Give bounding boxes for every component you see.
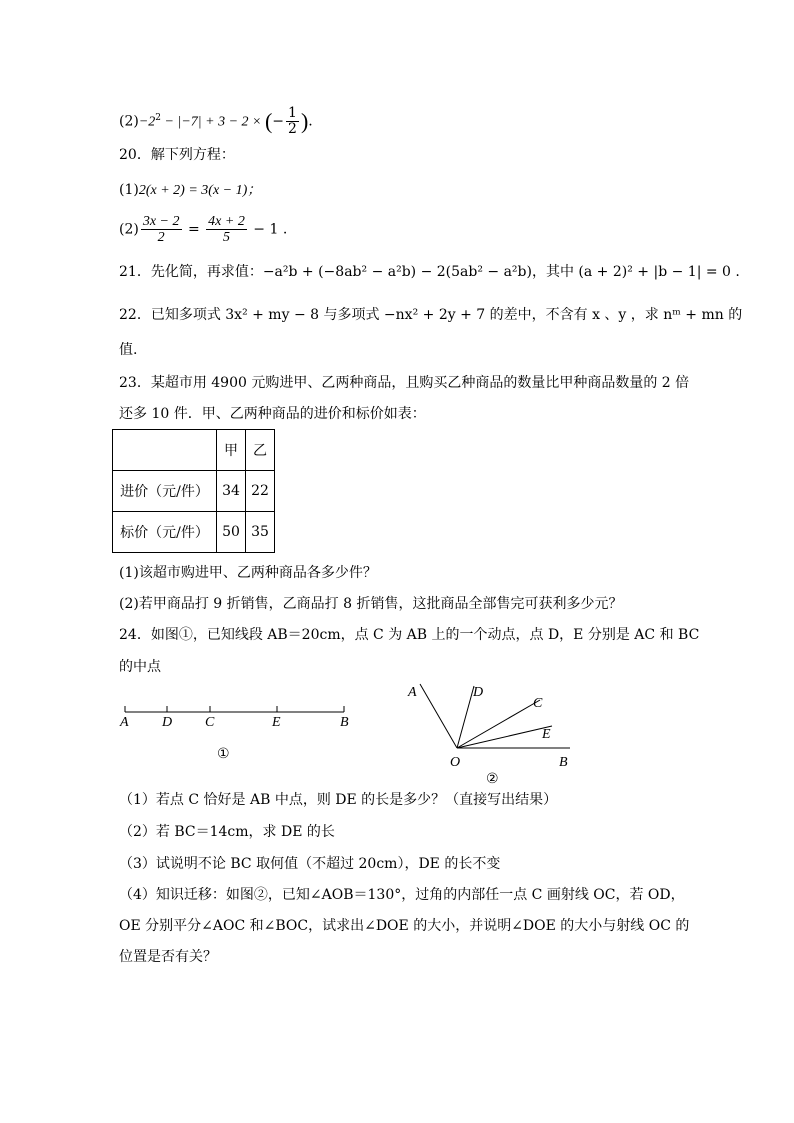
q19-part2: $(2)-2^2 - |-7| + 3 - 2$ × (− $\frac{1}{2}$ ). <box>119 105 313 137</box>
point-label-a2: A <box>408 685 417 700</box>
point-label-b2: B <box>559 755 568 770</box>
q20-title: 20．解下列方程： <box>119 147 235 163</box>
q24-sub4-line1: （4）知识迁移：如图②，已知∠AOB＝130°，过角的内部任一点 C 画射线 OC，若 OD， <box>119 887 685 903</box>
q24-line1: 24．如图①，已知线段 AB＝20cm，点 C 为 AB 上的一个动点，点 D，E 分别是 AC 和 BC <box>119 627 700 643</box>
q24-sub2: （2）若 BC＝14cm，求 DE 的长 <box>119 824 335 840</box>
q23-line1: 23．某超市用 4900 元购进甲、乙两种商品，且购买乙种商品的数量比甲种商品数量的 2 倍 <box>119 375 690 391</box>
q24-sub3: （3）试说明不论 BC 取何值（不超过 20cm），DE 的长不变 <box>119 856 501 872</box>
point-label-e: E <box>272 715 281 730</box>
q22-line2: 值. <box>119 342 138 358</box>
q24-line2: 的中点 <box>119 659 161 675</box>
q24-sub1: （1）若点 C 恰好是 AB 中点，则 DE 的长是多少？（直接写出结果） <box>119 792 558 808</box>
point-label-d2: D <box>473 685 484 700</box>
table-row: 标价（元/件） 50 35 <box>113 512 275 553</box>
point-label-o2: O <box>450 755 461 770</box>
q23-line2: 还多 10 件．甲、乙两种商品的进价和标价如表： <box>119 406 426 422</box>
point-label-b: B <box>340 715 349 730</box>
point-label-d: D <box>162 715 173 730</box>
q23-sub2: (2)若甲商品打 9 折销售，乙商品打 8 折销售，这批商品全部售完可获利多少元？ <box>119 596 623 612</box>
table-row: 进价（元/件） 34 22 <box>113 471 275 512</box>
point-label-c2: C <box>533 696 543 711</box>
figure1-caption: ① <box>217 746 230 762</box>
q24-sub4-line3: 位置是否有关？ <box>119 949 217 965</box>
point-label-a: A <box>120 715 129 730</box>
q23-sub1: (1)该超市购进甲、乙两种商品各多少件？ <box>119 565 377 581</box>
table-header-row: 甲 乙 <box>113 430 275 471</box>
q24-sub4-line2: OE 分别平分∠AOC 和∠BOC，试求出∠DOE 的大小，并说明∠DOE 的大小与射线 OC 的 <box>119 918 690 934</box>
price-table <box>112 429 275 553</box>
q21-text: 21．先化简，再求值：−a²b + (−8ab² − a²b) − 2(5ab² − a²b)，其中 (a + 2)² + |b − 1| = 0 . <box>119 264 740 280</box>
q22-line1: 22．已知多项式 3x² + my − 8 与多项式 −nx² + 2y + 7 的差中，不含有 x 、y ，求 nᵐ + mn 的 <box>119 307 743 323</box>
point-label-e2: E <box>542 727 551 742</box>
angle-figure <box>400 680 575 785</box>
fraction: $\frac{1}{2}$ <box>288 105 297 137</box>
q20-part1: (1)2(x + 2) = 3(x − 1)； <box>119 182 262 198</box>
segment-figure <box>116 680 356 785</box>
figure2-caption: ② <box>486 771 499 785</box>
point-label-c: C <box>205 715 215 730</box>
q20-part2: (2) $\frac{3x - 2}{2}$ = $\frac{4x + 2}{5}$ − 1 . <box>119 214 288 245</box>
